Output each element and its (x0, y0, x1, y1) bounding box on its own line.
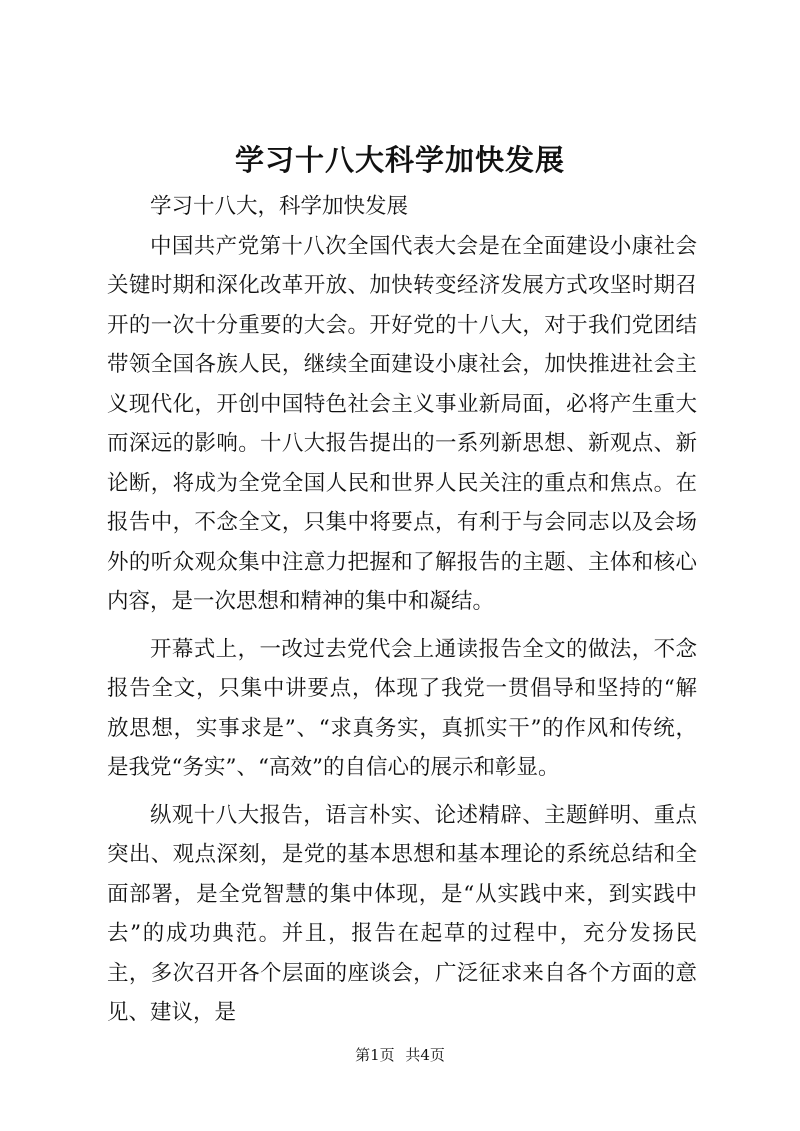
body-paragraph: 中国共产党第十八次全国代表大会是在全面建设小康社会关键时期和深化改革开放、加快转变经济发展方式攻坚时期召开的一次十分重要的大会。开好党的十八大，对于我们党团结带领全国各族人民，继续全面建设小康社会，加快推进社会主义现代化，开创中国特色社会主义事业新局面，必将产生重大而深远的影响。十八大报告提出的一系列新思想、新观点、新论断，将成为全党全国人民和世界人民关注的重点和焦点。在报告中，不念全文，只集中将要点，有利于与会同志以及会场外的听众观众集中注意力把握和了解报告的主题、主体和核心内容，是一次思想和精神的集中和凝结。 (107, 233, 697, 614)
page-total: 共4页 (405, 1046, 445, 1064)
document-title: 学习十八大科学加快发展 (234, 143, 565, 177)
body-paragraph: 开幕式上，一改过去党代会上通读报告全文的做法，不念报告全文，只集中讲要点，体现了我党一贯倡导和坚持的“解放思想，实事求是”、“求真务实，真抓实干”的作风和传统，是我党“务实”、“高效”的自信心的展示和彰显。 (107, 636, 697, 780)
page-number: 第1页 (355, 1046, 395, 1064)
body-paragraph: 纵观十八大报告，语言朴实、论述精辟、主题鲜明、重点突出、观点深刻，是党的基本思想和基本理论的系统总结和全面部署，是全党智慧的集中体现，是“从实践中来，到实践中去”的成功典范。并且，报告在起草的过程中，充分发扬民主，多次召开各个层面的座谈会，广泛征求来自各个方面的意见、建议，是 (107, 802, 697, 1025)
page-footer (0, 1045, 800, 1065)
subtitle-paragraph: 学习十八大，科学加快发展 (150, 194, 409, 219)
document-body (107, 187, 697, 1041)
